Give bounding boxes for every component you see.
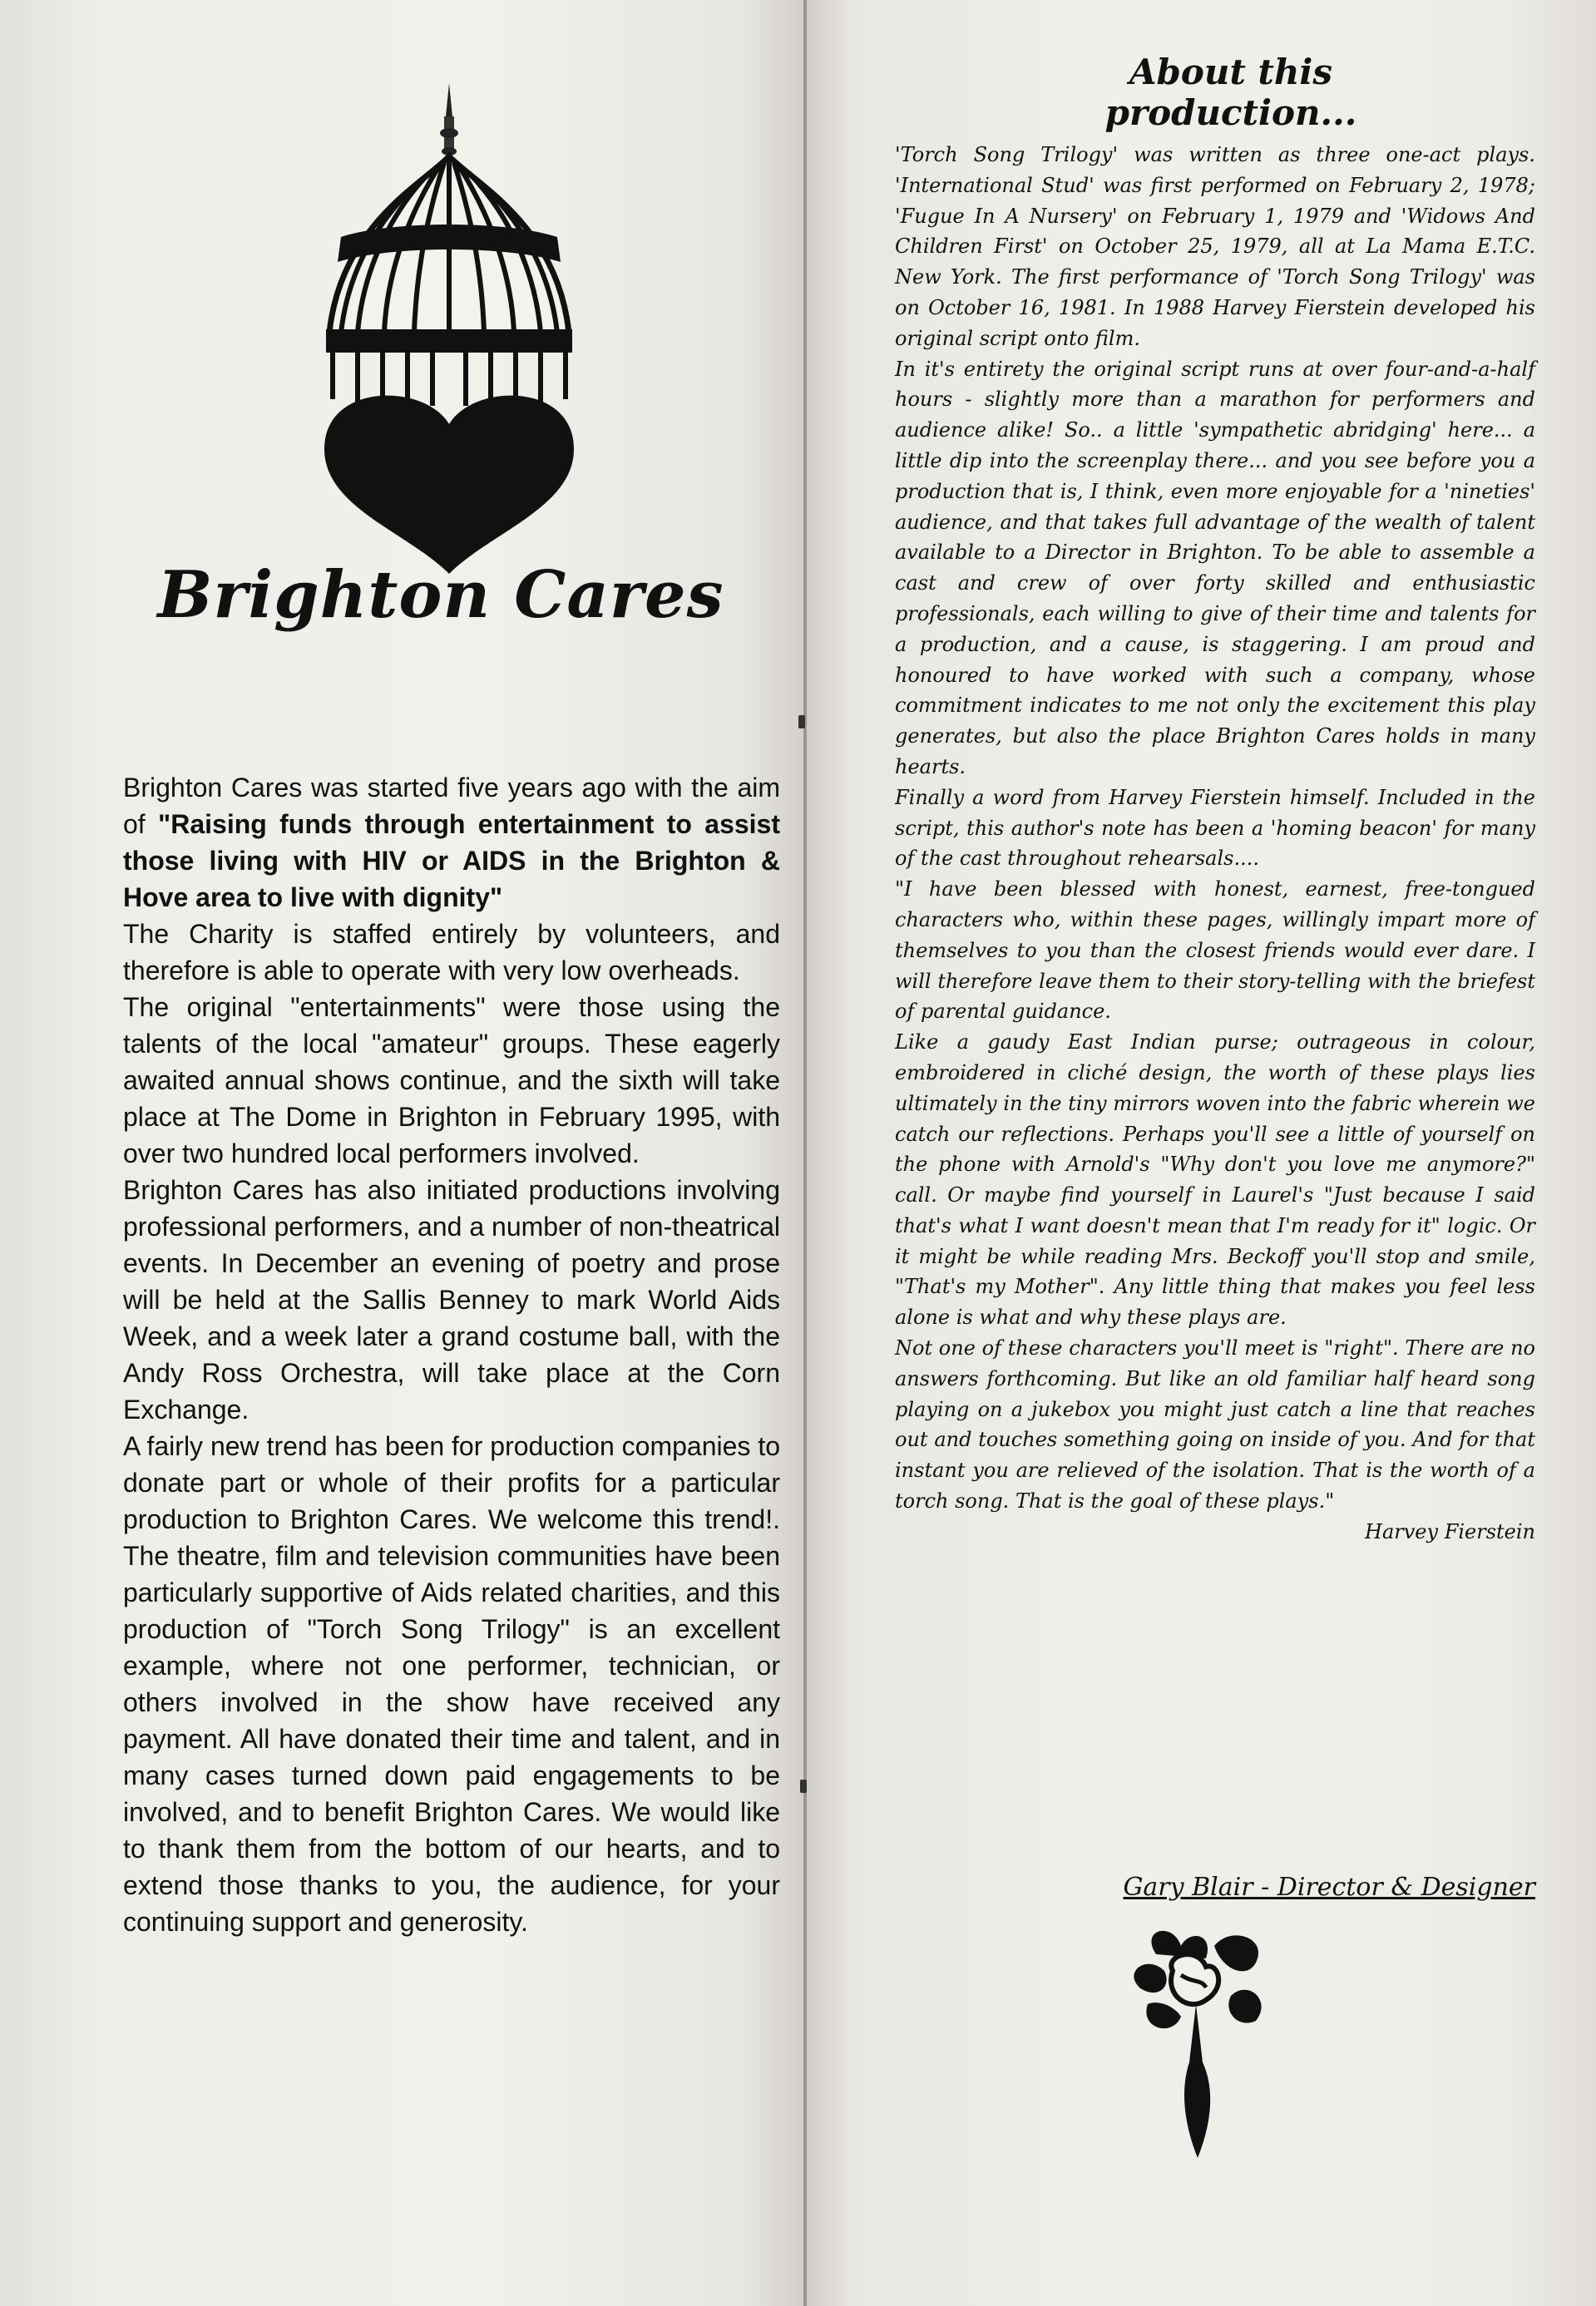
entertainments-paragraph: The original "entertainments" were those using the talents of the local "amateur" groups. These eagerly awaited annual shows continue, and the sixth will take place at The Dome in Brighton in February 1995, with over two hundred local performers involved. [123, 992, 780, 1168]
trend-paragraph: A fairly new trend has been for production companies to donate part or whole of their profits for a particular production to Brighton Cares. We welcome this trend!. The theatre, film and television communities have been particularly supportive of Aids related charities, and this production of "Torch Song Trilogy" is an excellent example, where not one performer, technician, or others involved in the show have received any payment. All have donated their time and talent, and in many cases turned down paid engagements to be involved, and to benefit Brighton Cares. We would like to thank them from the bottom of our hearts, and to extend those thanks to you, the audience, for your continuing support and generosity. [123, 1431, 780, 1937]
left-article [123, 769, 780, 1940]
volunteers-paragraph: The Charity is staffed entirely by volunteers, and therefore is able to operate with very low overheads. [123, 919, 780, 985]
author-quote-1: "I have been blessed with honest, earnest, free-tongued characters who, within these pages, willingly impart more of themselves to you than the closest friends would ever dare. I will therefore leave them to their story-telling with the briefest of parental guidance. [895, 877, 1535, 1024]
staple [798, 715, 805, 728]
author-quote-3: Not one of these characters you'll meet is "right". There are no answers forthcoming. But like an old familiar half heard song playing on a jukebox you might just catch a line that reaches out and touches something going on inside of you. And for that instant you are relieved of the isolation. That is the worth of a torch song. That is the goal of these plays." [895, 1336, 1535, 1513]
onion-dome-heart-icon [308, 83, 590, 574]
brand-title: Brighton Cares [157, 557, 724, 633]
author-quote-2: Like a gaudy East Indian purse; outrageous in colour, embroidered in cliché design, the worth of these plays lies ultimately in the tiny mirrors woven into the fabric wherein we catch our reflections. Perhaps you'll see a little of yourself on the phone with Arnold's "Why don't you love me anymore?" call. Or maybe find yourself in Laurel's "Just because I said that's what I want doesn't mean that I'm ready for it" logic. Or it might be while reading Mrs. Beckoff you'll stop and smile, "That's my Mother". Any little thing that makes you feel less alone is what and why these plays are. [895, 1030, 1535, 1330]
intro-text: Brighton Cares was started five years ago with the aim of [123, 773, 780, 839]
quote-author: Harvey Fierstein [1365, 1519, 1535, 1543]
history-paragraph: 'Torch Song Trilogy' was written as three one-act plays. 'International Stud' was first performed on February 2, 1978; 'Fugue In A Nursery' on February 1, 1979 and 'Widows And Children First' on October 25, 1979, all at La Mama E.T.C. New York. The first performance of 'Torch Song Trilogy' was on October 16, 1981. In 1988 Harvey Fierstein developed his original script onto film. [895, 143, 1535, 350]
production-notes [895, 140, 1535, 1548]
intro-paragraph [123, 769, 780, 916]
director-credit: Gary Blair - Director & Designer [1123, 1873, 1535, 1902]
abridging-paragraph: In it's entirety the original script runs at over four-and-a-half hours - slightly more than a marathon for performers and audience alike! So.. a little 'sympathetic abridging' here... a little dip into the screenplay there... and you see before you a production that is, I think, even more enjoyable for a 'nineties' audience, and that takes full advantage of the wealth of talent available to a Director in Brighton. To be able to assemble a cast and crew of over forty skilled and enthusiastic professionals, each willing to give of their time and talents for a production, and a cause, is staggering. I am proud and honoured to have worked with such a company, whose commitment indicates to me not only the excitement this play generates, but also the place Brighton Cares holds in many hearts. [895, 357, 1535, 778]
quote-signoff [895, 1517, 1535, 1548]
productions-paragraph: Brighton Cares has also initiated productions involving professional performers, and a number of non-theatrical events. In December an evening of poetry and prose will be held at the Sallis Benney to mark World Aids Week, and a week later a grand costume ball, with the Andy Ross Orchestra, will take place at the Corn Exchange. [123, 1175, 780, 1425]
author-note-intro: Finally a word from Harvey Fierstein himself. Included in the script, this author's note has been a 'homing beacon' for many of the cast throughout rehearsals.... [895, 785, 1535, 871]
page-spine [803, 0, 807, 2306]
flower-ornament-icon [1123, 1921, 1272, 2162]
production-heading: About this production... [1104, 52, 1357, 133]
charity-aim: "Raising funds through entertainment to assist those living with HIV or AIDS in the Brighton & Hove area to live with dignity" [123, 809, 781, 912]
staple [800, 1780, 807, 1793]
